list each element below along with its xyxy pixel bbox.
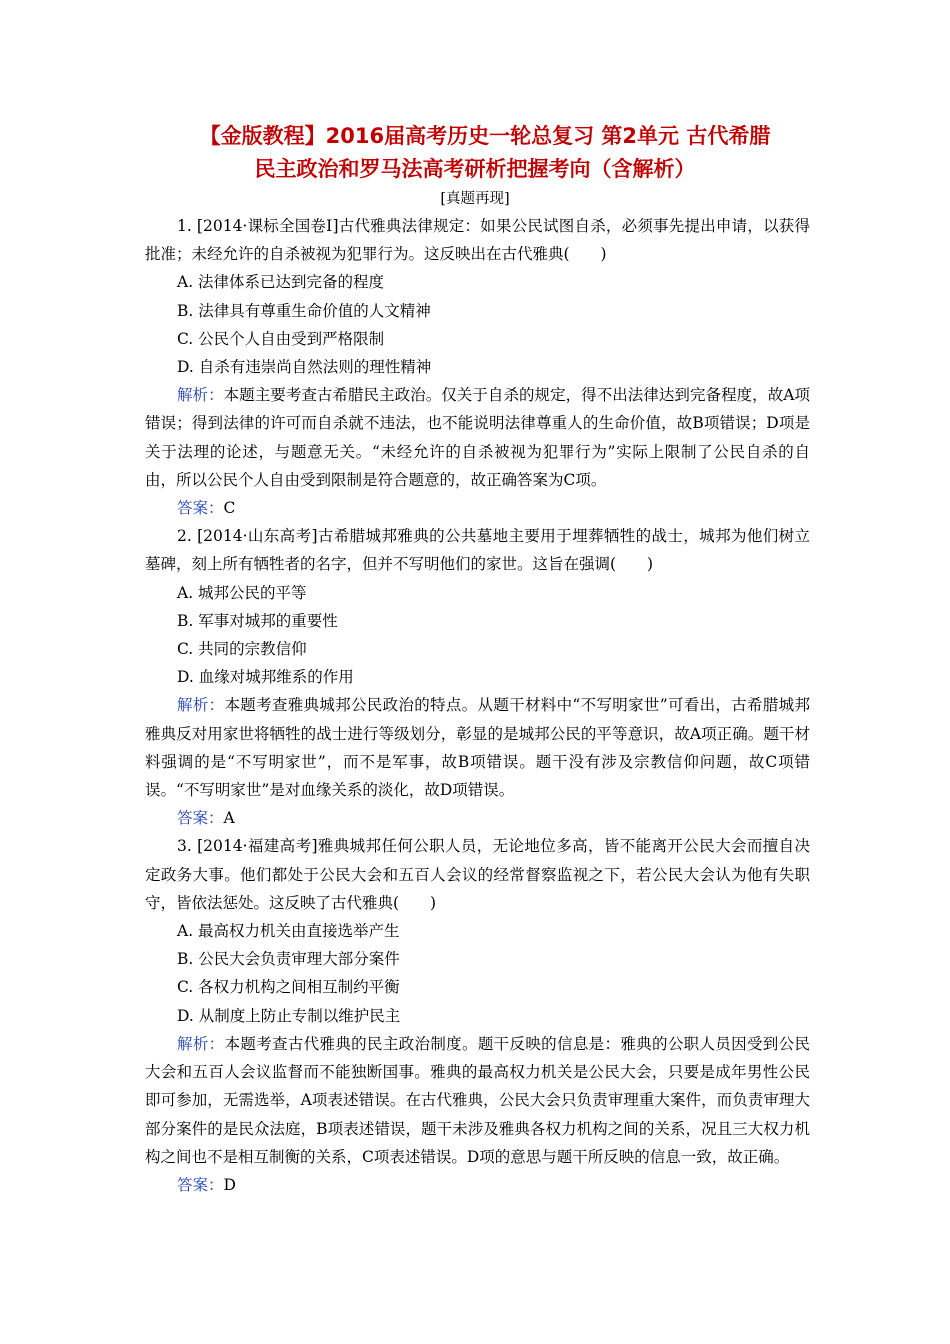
option-c: C. 公民个人自由受到严格限制 [177,329,385,348]
option-b: B. 法律具有尊重生命价值的人文精神 [177,301,431,320]
question-list [145,212,810,1199]
analysis-label: 解析： [177,386,224,405]
analysis [145,1030,810,1171]
answer-value: D [223,1175,236,1194]
question-stem: 2. [2014·山东高考]古希腊城邦雅典的公共墓地主要用于埋葬牺牲的战士，城邦为他们树立墓碑，刻上所有牺牲者的名字，但并不写明他们的家世。这旨在强调( ) [145,527,810,574]
option-a: A. 城邦公民的平等 [177,583,307,602]
option-d: D. 自杀有违崇尚自然法则的理性精神 [177,358,432,377]
question-stem: 1. [2014·课标全国卷Ⅰ]古代雅典法律规定：如果公民试图自杀，必须事先提出申请，以获得批准；未经允许的自杀被视为犯罪行为。这反映出在古代雅典( ) [145,217,810,264]
document-title-line1: 【金版教程】2016届高考历史一轮总复习 第2单元 古代希腊 [199,124,771,148]
analysis [145,691,810,804]
option-c: C. 共同的宗教信仰 [177,640,307,659]
option-a: A. 法律体系已达到完备的程度 [177,273,385,292]
section-label: [真题再现] [440,191,510,207]
answer-label: 答案： [177,1175,224,1194]
analysis-text: 本题主要考查古希腊民主政治。仅关于自杀的规定，得不出法律达到完备程度，故A项错误；得到法律的许可而自杀就不违法，也不能说明法律尊重人的生命价值，故B项错误；D项是关于法理的论述，与题意无关。“未经允许的自杀被视为犯罪行为”实际上限制了公民自杀的自由，所以公民个人自由受到限制是符合题意的，故正确答案为C项。 [145,386,810,489]
answer-value: C [223,499,236,518]
option-b: B. 军事对城邦的重要性 [177,611,338,630]
option-b: B. 公民大会负责审理大部分案件 [177,950,400,969]
analysis [145,381,810,494]
question-1 [145,212,810,522]
answer-label: 答案： [177,809,224,828]
analysis-text: 本题考查古代雅典的民主政治制度。题干反映的信息是：雅典的公职人员因受到公民大会和五百人会议监督而不能独断国事。雅典的最高权力机关是公民大会，只要是成年男性公民即可参加，无需选举，A项表述错误。在古代雅典，公民大会只负责审理重大案件，而负责审理大部分案件的是民众法庭，B项表述错误，题干未涉及雅典各权力机构之间的关系，况且三大权力机构之间也不是相互制衡的关系，C项表述错误。D项的意思与题干所反映的信息一致，故正确。 [145,1034,810,1166]
option-d: D. 血缘对城邦维系的作用 [177,668,354,687]
answer-label: 答案： [177,499,224,518]
option-a: A. 最高权力机关由直接选举产生 [177,922,400,941]
analysis-label: 解析： [177,696,225,715]
question-3 [145,832,810,1199]
answer [145,1171,810,1199]
analysis-text: 本题考查雅典城邦公民政治的特点。从题干材料中“不写明家世”可看出，古希腊城邦雅典反对用家世将牺牲的战士进行等级划分，彰显的是城邦公民的平等意识，故A项正确。题干材料强调的是“不写明家世”，而不是军事，故B项错误。题干没有涉及宗教信仰问题，故C项错误。“不写明家世”是对血缘关系的淡化，故D项错误。 [145,696,810,800]
question-stem: 3. [2014·福建高考]雅典城邦任何公职人员，无论地位多高，皆不能离开公民大会而擅自决定政务大事。他们都处于公民大会和五百人会议的经常督察监视之下，若公民大会认为他有失职守，皆依法惩处。这反映了古代雅典( ) [145,837,810,912]
answer [145,494,810,522]
answer-value: A [223,809,235,828]
analysis-label: 解析： [177,1034,225,1053]
option-c: C. 各权力机构之间相互制约平衡 [177,978,400,997]
option-d: D. 从制度上防止专制以维护民主 [177,1006,401,1025]
question-2 [145,522,810,832]
answer [145,804,810,832]
document-title-line2: 民主政治和罗马法高考研析把握考向（含解析） [254,157,696,181]
